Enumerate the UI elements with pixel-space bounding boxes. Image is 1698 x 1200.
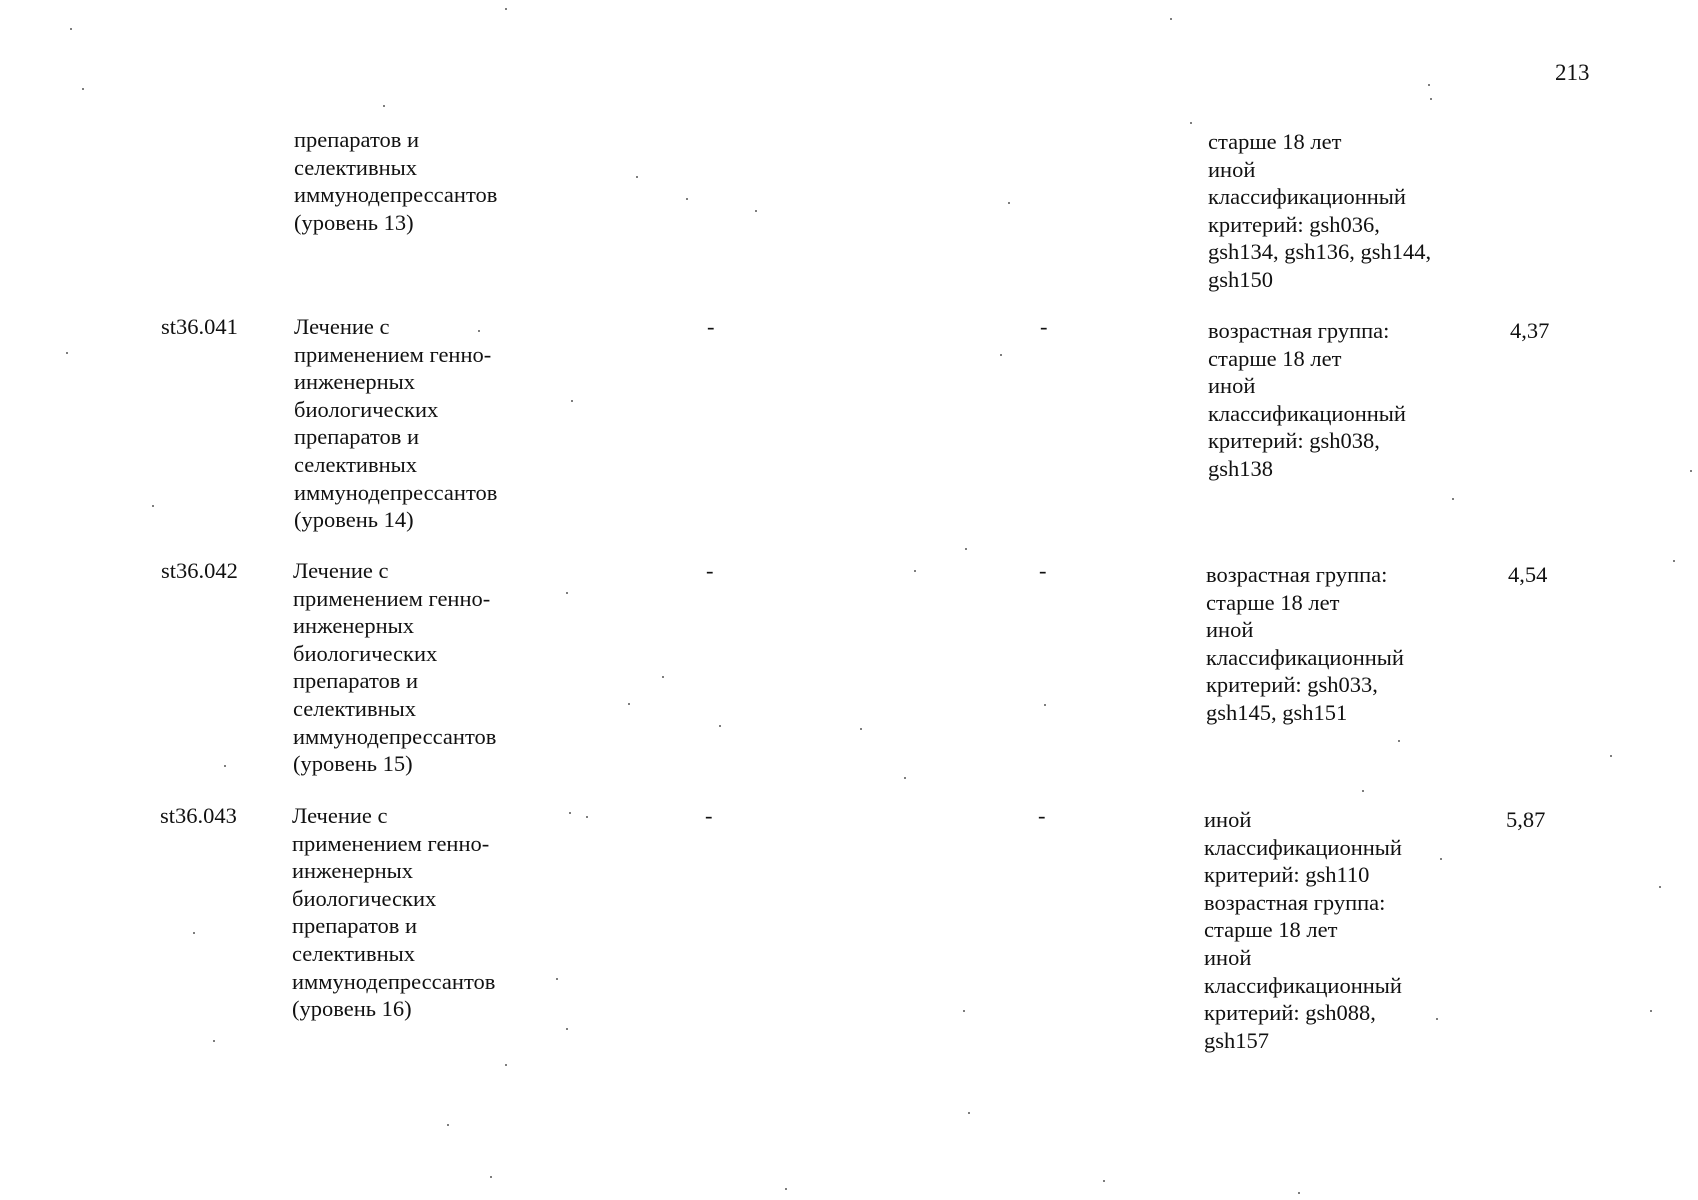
col3-cell: - — [707, 314, 715, 339]
page-number: 213 — [1555, 60, 1590, 85]
continuation-criteria-cell: старше 18 лет иной классификационный критерий: gsh036, gsh134, gsh136, gsh144, gsh150 — [1208, 129, 1432, 292]
coefficient-cell: 4,37 — [1510, 318, 1550, 343]
code-cell: st36.043 — [160, 803, 237, 828]
code-cell: st36.041 — [161, 314, 238, 339]
coefficient-cell: 5,87 — [1506, 807, 1546, 832]
code-cell: st36.042 — [161, 558, 238, 583]
coefficient-cell: 4,54 — [1508, 562, 1548, 587]
name-cell: Лечение с применением генно- инженерных биологических препаратов и селективных иммунодепрессантов (уровень 14) — [294, 314, 498, 533]
criteria-cell: иной классификационный критерий: gsh110 возрастная группа: старше 18 лет иной классификационный критерий: gsh088, gsh157 — [1204, 807, 1402, 1053]
col4-cell: - — [1038, 803, 1046, 828]
col4-cell: - — [1039, 558, 1047, 583]
continuation-name-cell: препаратов и селективных иммунодепрессантов (уровень 13) — [294, 127, 498, 235]
criteria-cell: возрастная группа: старше 18 лет иной классификационный критерий: gsh038, gsh138 — [1208, 318, 1406, 481]
col3-cell: - — [705, 803, 713, 828]
criteria-cell: возрастная группа: старше 18 лет иной классификационный критерий: gsh033, gsh145, gsh151 — [1206, 562, 1404, 725]
col3-cell: - — [706, 558, 714, 583]
col4-cell: - — [1040, 314, 1048, 339]
name-cell: Лечение с применением генно- инженерных биологических препаратов и селективных иммунодепрессантов (уровень 15) — [293, 558, 497, 777]
name-cell: Лечение с применением генно- инженерных биологических препаратов и селективных иммунодепрессантов (уровень 16) — [292, 803, 496, 1022]
